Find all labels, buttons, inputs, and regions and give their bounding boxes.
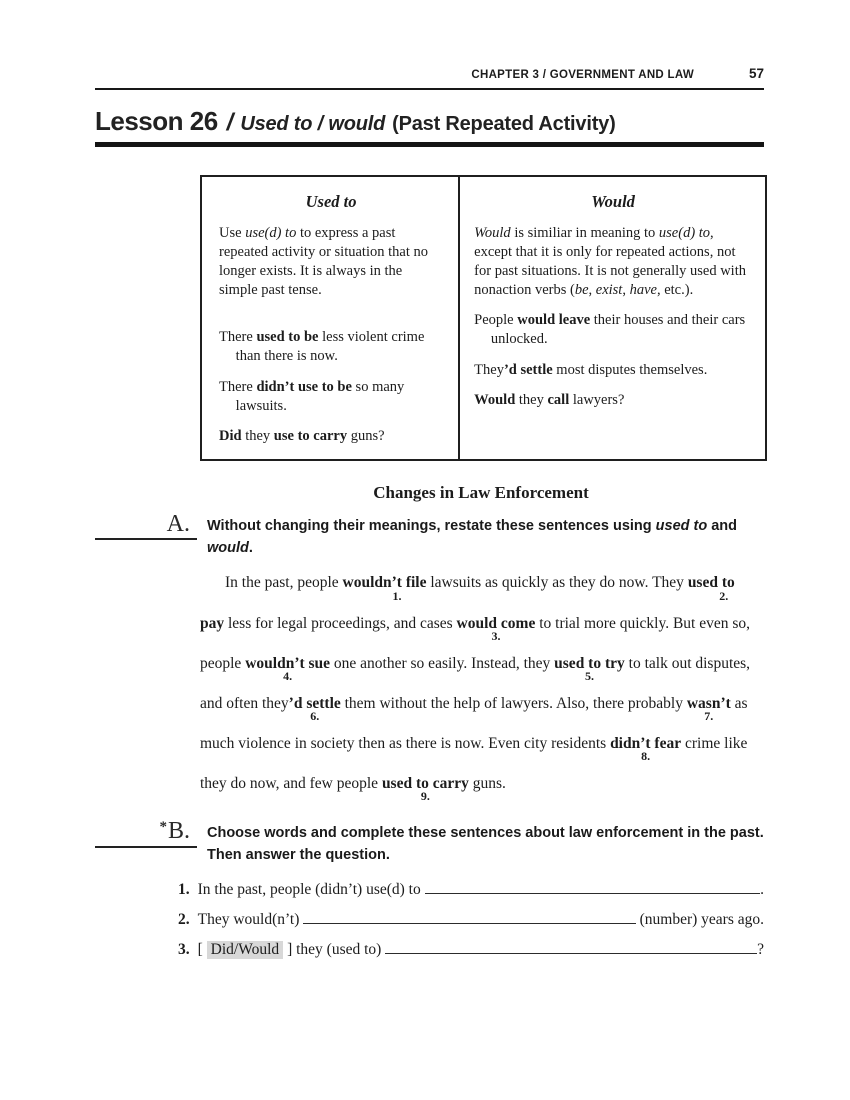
- text-segment: In the past, people (didn’t) use(d) to: [197, 880, 425, 898]
- exercise-a-header: [95, 511, 764, 560]
- used-to-explanation: [219, 224, 443, 301]
- text-segment: most disputes themselves.: [552, 361, 708, 378]
- lesson-title-grammar: Used to / would: [240, 113, 386, 135]
- text-segment: would leave: [517, 312, 591, 329]
- phrase-number: 1.: [392, 588, 402, 603]
- would-explanation: [474, 224, 752, 301]
- example-sentence: [219, 427, 443, 446]
- fill-in-blank: [385, 953, 757, 954]
- item-text: [198, 911, 764, 929]
- exercise-b-header: [95, 818, 764, 867]
- phrase-number: 9.: [420, 789, 430, 804]
- text-segment: people: [200, 654, 246, 672]
- numbered-phrase: wasn’t 7.: [686, 694, 731, 724]
- text-segment: There: [219, 329, 257, 346]
- paragraph-line: [200, 614, 764, 643]
- text-segment: they: [515, 391, 548, 408]
- text-segment: (number) years ago.: [635, 910, 764, 928]
- fill-in-blank: [425, 893, 761, 894]
- instruction-line: Choose words and complete these sentences about law enforcement in the past.: [207, 825, 764, 842]
- text-segment: .: [248, 539, 253, 556]
- exercise-b-star: *: [159, 819, 167, 836]
- example-sentence: [474, 361, 752, 380]
- text-segment: People: [474, 312, 518, 329]
- example-sentence: [474, 391, 752, 410]
- item-number: 2.: [178, 910, 190, 928]
- example-sentence: [219, 378, 443, 416]
- text-segment: pay: [200, 614, 225, 632]
- text-segment: use(d) to: [658, 224, 711, 241]
- text-segment: lawsuits as quickly as they do now. They: [426, 574, 688, 592]
- choice-highlight: Did/Would: [207, 941, 284, 959]
- text-segment: they do now, and few people: [200, 775, 382, 793]
- text-segment: to trial more quickly. But even so,: [535, 614, 751, 632]
- text-segment: would: [207, 539, 249, 556]
- numbered-phrase: would come 3.: [456, 614, 536, 643]
- exercise-b-items: [178, 881, 764, 959]
- text-segment: guns.: [468, 775, 506, 793]
- exercise-item: [178, 941, 764, 959]
- phrase-number: 6.: [310, 709, 320, 724]
- phrase-number: 7.: [704, 709, 714, 724]
- item-number: 3.: [178, 940, 190, 958]
- text-segment: ?: [757, 940, 764, 958]
- exercise-a-label: [95, 511, 197, 540]
- exercise-item: [178, 911, 764, 929]
- numbered-phrase: wouldn’t file 1.: [342, 574, 427, 603]
- text-segment: their houses and their cars unlocked.: [490, 312, 746, 348]
- would-column: [458, 177, 765, 459]
- item-number: 1.: [178, 880, 190, 898]
- text-segment: less violent crime than there is now.: [235, 329, 425, 365]
- example-sentence: [474, 311, 752, 349]
- text-segment: .: [760, 880, 764, 898]
- text-segment: In the past, people: [225, 574, 343, 592]
- exercise-b-letter: B.: [167, 818, 190, 845]
- exercise-b-instruction: [197, 818, 764, 867]
- text-segment: There: [219, 378, 257, 395]
- phrase-number: 8.: [641, 749, 651, 764]
- exercise-a-instruction: [197, 511, 764, 560]
- text-segment: Would: [474, 391, 516, 408]
- text-segment: They would(n’t): [197, 910, 304, 928]
- example-sentence: [219, 328, 443, 366]
- text-segment: Use: [219, 224, 246, 241]
- paragraph-line: [200, 654, 764, 684]
- exercise-b-label: [95, 818, 197, 847]
- lesson-title-bar: [95, 106, 764, 147]
- used-to-title: Used to: [305, 192, 357, 211]
- lesson-number: Lesson 26: [95, 106, 218, 136]
- text-segment: use(d) to: [245, 224, 297, 241]
- text-segment: call: [547, 391, 570, 408]
- text-segment: crime like: [681, 734, 748, 752]
- phrase-number: 4.: [283, 669, 293, 684]
- section-heading: Changes in Law Enforcement: [373, 482, 589, 502]
- numbered-phrase: didn’t fear 8.: [610, 734, 682, 764]
- item-text: [198, 941, 764, 959]
- paragraph-line: [200, 694, 764, 724]
- text-segment: exist: [595, 282, 623, 299]
- lesson-title-subtitle: (Past Repeated Activity): [392, 113, 616, 135]
- text-segment: and often they: [200, 694, 289, 712]
- paragraph-line: [200, 573, 764, 603]
- used-to-column: [202, 177, 458, 459]
- text-segment: use to carry: [273, 427, 348, 444]
- instruction-line: Then answer the question.: [207, 846, 390, 863]
- text-segment: less for legal proceedings, and cases: [224, 614, 457, 632]
- page-header: [95, 66, 764, 90]
- text-segment: lawyers?: [569, 391, 625, 408]
- numbered-phrase: used to try 5.: [554, 654, 625, 684]
- phrase-number: 5.: [584, 669, 594, 684]
- text-segment: as: [730, 694, 748, 712]
- text-segment: be: [574, 282, 589, 299]
- text-segment: have: [629, 282, 657, 299]
- chapter-title: CHAPTER 3 / GOVERNMENT AND LAW: [471, 69, 694, 81]
- text-segment: Would: [474, 224, 511, 241]
- lesson-title-slash: /: [226, 109, 234, 136]
- text-segment: them without the help of lawyers. Also, there probably: [340, 694, 687, 712]
- exercise-a-letter: A.: [166, 510, 190, 537]
- text-segment: much violence in society then as there is now. Even city residents: [200, 734, 611, 752]
- exercise-item: [178, 881, 764, 899]
- text-segment: They: [474, 361, 504, 378]
- page-number: 57: [748, 66, 764, 81]
- text-segment: to talk out disputes,: [624, 654, 751, 672]
- text-segment: ,: [588, 282, 596, 299]
- text-segment: to express a past repeated activity or situation that no longer exists. It is always in the simple past tense.: [219, 224, 428, 299]
- text-segment: and: [707, 517, 738, 534]
- grammar-box: [200, 175, 767, 461]
- text-segment: ] they (used to): [283, 940, 386, 958]
- would-title: Would: [591, 192, 635, 211]
- text-segment: didn’t use to be: [256, 378, 352, 395]
- numbered-phrase: used to carry 9.: [381, 775, 469, 804]
- exercise-a-paragraph: [200, 573, 764, 804]
- fill-in-blank: [303, 923, 636, 924]
- numbered-phrase: ’d settle 6.: [288, 694, 341, 724]
- phrase-number: 3.: [491, 628, 501, 643]
- item-text: [198, 881, 764, 899]
- text-segment: Without changing their meanings, restate these sentences using: [207, 517, 656, 534]
- text-segment: ’d settle: [503, 361, 553, 378]
- text-segment: so many lawsuits.: [235, 378, 405, 414]
- text-segment: Did: [219, 427, 242, 444]
- text-segment: used to be: [256, 329, 319, 346]
- text-segment: used to: [655, 517, 708, 534]
- text-segment: [: [197, 940, 207, 958]
- text-segment: , except that it is only for repeated actions, not for past situations. It is not generally used with nonaction verbs (: [474, 224, 746, 299]
- text-segment: one another so easily. Instead, they: [330, 654, 555, 672]
- text-segment: they: [241, 427, 274, 444]
- numbered-phrase: wouldn’t sue 4.: [245, 654, 331, 684]
- paragraph-line: [200, 734, 764, 764]
- text-segment: guns?: [347, 427, 385, 444]
- text-segment: ,: [622, 282, 630, 299]
- text-segment: , etc.).: [656, 282, 694, 299]
- paragraph-line: [200, 774, 764, 804]
- numbered-phrase: used to 2.: [687, 574, 735, 603]
- phrase-number: 2.: [719, 588, 729, 603]
- text-segment: is similiar in meaning to: [510, 224, 659, 241]
